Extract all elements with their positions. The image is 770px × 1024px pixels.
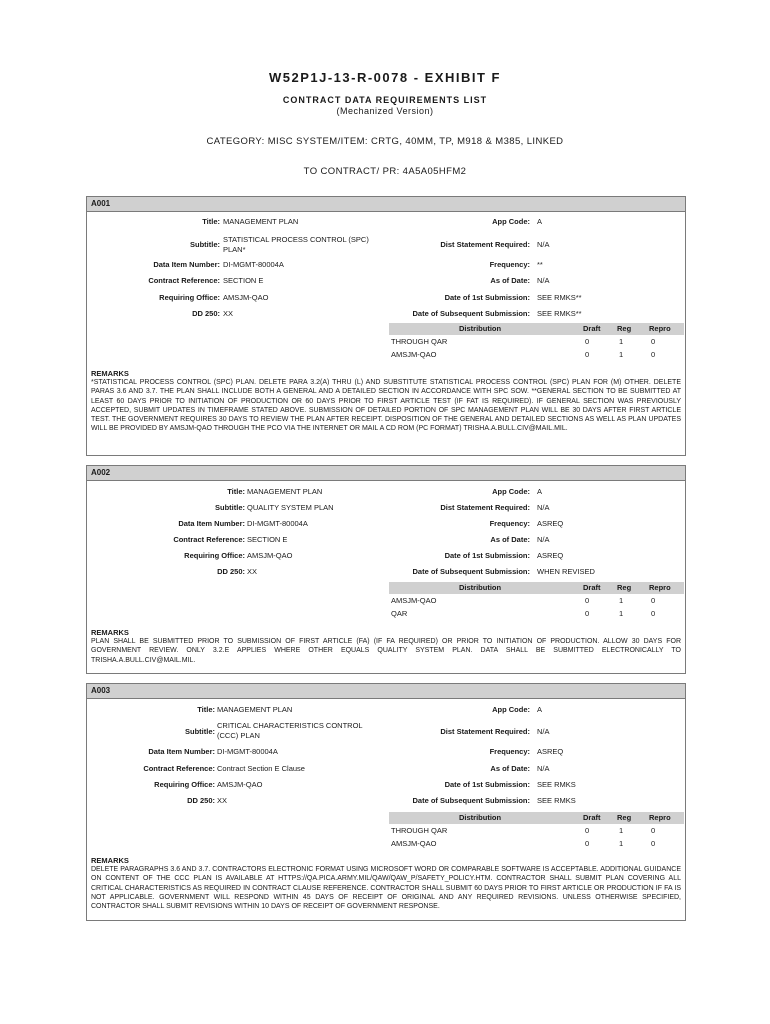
distribution-header	[389, 582, 684, 594]
remarks-heading: REMARKS	[91, 856, 129, 865]
as-of-date-label: As of Date:	[490, 535, 530, 544]
dist-statement-value: N/A	[537, 240, 550, 249]
repro-count: 0	[651, 609, 656, 618]
draft-heading: Draft	[583, 813, 601, 822]
dist-statement-label: Dist Statement Required:	[440, 727, 530, 736]
repro-heading: Repro	[649, 583, 671, 592]
repro-count: 0	[651, 350, 656, 359]
distribution-recipient: QAR	[391, 609, 408, 618]
subsequent-submission-value: WHEN REVISED	[537, 567, 595, 576]
item-id: A001	[87, 197, 685, 212]
dd250-label: DD 250:	[192, 309, 220, 318]
as-of-date-label: As of Date:	[490, 276, 530, 285]
mechanized-version-note: (Mechanized Version)	[336, 106, 434, 116]
data-item-number-value: DI-MGMT-80004A	[223, 260, 284, 269]
reg-count: 1	[619, 596, 624, 605]
distribution-header	[389, 323, 684, 335]
distribution-row	[389, 335, 684, 348]
app-code-value: A	[537, 217, 543, 226]
first-submission-label: Date of 1st Submission:	[444, 293, 530, 302]
subsequent-submission-label: Date of Subsequent Submission:	[412, 309, 530, 318]
item-id: A003	[87, 684, 685, 699]
contract-reference-value: SECTION E	[247, 535, 288, 544]
subsequent-submission-value: SEE RMKS**	[537, 309, 582, 318]
reg-heading: Reg	[617, 324, 632, 333]
contract-reference-label: Contract Reference:	[173, 535, 245, 544]
remarks-section	[91, 369, 681, 433]
repro-count: 0	[651, 596, 656, 605]
title-value: MANAGEMENT PLAN	[223, 217, 299, 226]
item-id: A002	[87, 466, 685, 481]
app-code-label: App Code:	[492, 705, 530, 714]
subtitle-value: CRITICAL CHARACTERISTICS CONTROL (CCC) PLAN	[217, 721, 363, 740]
distribution-row	[389, 594, 684, 607]
data-item-a002	[86, 465, 686, 674]
dist-statement-label: Dist Statement Required:	[440, 503, 530, 512]
repro-count: 0	[651, 826, 656, 835]
frequency-label: Frequency:	[489, 260, 530, 269]
draft-heading: Draft	[583, 324, 601, 333]
contract-reference-label: Contract Reference:	[143, 764, 215, 773]
reg-count: 1	[619, 337, 624, 346]
distribution-heading: Distribution	[459, 583, 502, 592]
distribution-recipient: AMSJM-QAO	[391, 839, 437, 848]
distribution-table	[389, 812, 684, 850]
requiring-office-value: AMSJM-QAO	[217, 780, 263, 789]
title-value: MANAGEMENT PLAN	[217, 705, 293, 714]
subsequent-submission-label: Date of Subsequent Submission:	[412, 796, 530, 805]
document-subtitle: CONTRACT DATA REQUIREMENTS LIST	[282, 95, 488, 105]
title-value: MANAGEMENT PLAN	[247, 487, 323, 496]
first-submission-value: ASREQ	[537, 551, 564, 560]
as-of-date-value: N/A	[537, 276, 550, 285]
category-line: CATEGORY: MISC SYSTEM/ITEM: CRTG, 40MM, TP, M918 & M385, LINKED	[206, 136, 564, 147]
app-code-label: App Code:	[492, 217, 530, 226]
distribution-recipient: THROUGH QAR	[391, 337, 448, 346]
contract-reference-value: Contract Section E Clause	[217, 764, 305, 773]
reg-count: 1	[619, 839, 624, 848]
repro-count: 0	[651, 337, 656, 346]
dd250-value: XX	[247, 567, 258, 576]
title-label: Title:	[197, 705, 215, 714]
frequency-label: Frequency:	[489, 747, 530, 756]
requiring-office-value: AMSJM-QAO	[247, 551, 293, 560]
title-label: Title:	[202, 217, 220, 226]
app-code-label: App Code:	[492, 487, 530, 496]
distribution-recipient: AMSJM-QAO	[391, 350, 437, 359]
data-item-a001	[86, 196, 686, 456]
subtitle-label: Subtitle:	[215, 503, 245, 512]
draft-count: 0	[585, 826, 590, 835]
first-submission-value: SEE RMKS**	[537, 293, 582, 302]
reg-count: 1	[619, 350, 624, 359]
data-item-number-label: Data Item Number:	[178, 519, 245, 528]
requiring-office-value: AMSJM-QAO	[223, 293, 269, 302]
distribution-recipient: THROUGH QAR	[391, 826, 448, 835]
distribution-recipient: AMSJM-QAO	[391, 596, 437, 605]
distribution-row	[389, 348, 684, 361]
reg-count: 1	[619, 826, 624, 835]
app-code-value: A	[537, 705, 543, 714]
remarks-section	[91, 628, 681, 665]
data-item-number-value: DI-MGMT-80004A	[247, 519, 308, 528]
draft-heading: Draft	[583, 583, 601, 592]
distribution-table	[389, 582, 684, 620]
dist-statement-label: Dist Statement Required:	[440, 240, 530, 249]
reg-heading: Reg	[617, 813, 632, 822]
distribution-row	[389, 824, 684, 837]
title-label: Title:	[227, 487, 245, 496]
dd250-value: XX	[217, 796, 228, 805]
draft-count: 0	[585, 609, 590, 618]
data-item-number-value: DI-MGMT-80004A	[217, 747, 278, 756]
frequency-value: ASREQ	[537, 519, 564, 528]
distribution-row	[389, 607, 684, 620]
contract-line: TO CONTRACT/ PR: 4A5A05HFM2	[303, 166, 467, 177]
first-submission-value: SEE RMKS	[537, 780, 576, 789]
draft-count: 0	[585, 839, 590, 848]
data-item-number-label: Data Item Number:	[148, 747, 215, 756]
first-submission-label: Date of 1st Submission:	[444, 780, 530, 789]
requiring-office-label: Requiring Office:	[159, 293, 220, 302]
distribution-header	[389, 812, 684, 824]
contract-reference-value: SECTION E	[223, 276, 264, 285]
as-of-date-value: N/A	[537, 535, 550, 544]
subtitle-value: QUALITY SYSTEM PLAN	[247, 503, 334, 512]
remarks-heading: REMARKS	[91, 628, 129, 637]
repro-count: 0	[651, 839, 656, 848]
remarks-text: *STATISTICAL PROCESS CONTROL (SPC) PLAN. DELETE PARA 3.2(A) THRU (L) AND SUBSTITUTE STATISTICAL PROCESS CONTROL (SPC) PLAN FOR (M) OTHER. DELETE PARAS 3.6 AND 3.7. THE PLAN SHALL INCLUDE BOTH A GENERAL AND A DETAILED SECTION IN ACCORDANCE WITH SPC SOW. **GENERAL SECTION TO BE SUBMITTED AT LEAST 60 DAYS PRIOR TO INITIATION OF PRODUCTION OR 60 DAYS PRIOR TO FIRST ARTICLE TEST (IF FAT IS REQUIRED). IF GENERAL SECTION WAS PREVIOUSLY ACCEPTED, SUBMIT UPDATES IN TIMEFRAME STATED ABOVE. SUBMISSION OF DETAILED PORTION OF SPC MANAGEMENT PLAN WILL BE 30 DAYS AFTER FIRST ARTICLE TEST. THE GOVERNMENT REQUIRES 30 DAYS TO REVIEW THE PLAN AFTER RECEIPT. DISPOSITION OF THE GENERAL AND DETAILED SECTIONS AS WELL AS PLAN UPDATES WILL BE PROVIDED BY AMSJM-QAO THROUGH THE PCO VIA THE INTERNET OR MAIL A CD ROM (PC FORMAT) TRISHA.A.BULL.CIV@MAIL.MIL.	[91, 379, 681, 433]
subtitle-label: Subtitle:	[185, 727, 215, 736]
dist-statement-value: N/A	[537, 727, 550, 736]
reg-count: 1	[619, 609, 624, 618]
frequency-value: ASREQ	[537, 747, 564, 756]
repro-heading: Repro	[649, 324, 671, 333]
distribution-heading: Distribution	[459, 324, 502, 333]
remarks-section	[91, 856, 681, 911]
dd250-label: DD 250:	[187, 796, 215, 805]
draft-count: 0	[585, 350, 590, 359]
remarks-text: DELETE PARAGRAPHS 3.6 AND 3.7. CONTRACTORS ELECTRONIC FORMAT USING MICROSOFT WORD OR COMPARABLE SOFTWARE IS ACCEPTABLE. ADDITIONAL GUIDANCE ON CONTENT OF THE CCC PLAN IS AVAILABLE AT HTTPS://QA.PICA.ARMY.MIL/QAW/QAW_P/SAFETY_POLICY.HTM. CONTRACTOR SHALL SUBMIT PLAN COVERING ALL CRITICAL CHARACTERISTICS AS REQUIRED IN CONTRACT CLAUSE REFERENCE. CONTRACTOR SHALL SUBMIT 60 DAYS PRIOR TO FIRST ARTICLE OR PRODUCTION IF FA IS NOT APPLICABLE. GOVERNMENT WILL RESPOND WITHIN 45 DAYS OF RECEIPT OF ORIGINAL AND ANY REQUIRED REVISIONS. UNLESS OTHERWISE SPECIFIED, CONTRACTOR SHALL SUBMIT REVISIONS WITHIN 10 DAYS OF RECEIPT OF GOVERNMENT RESPONSE.	[91, 866, 681, 911]
contract-reference-label: Contract Reference:	[148, 276, 220, 285]
reg-heading: Reg	[617, 583, 632, 592]
remarks-heading: REMARKS	[91, 369, 129, 378]
app-code-value: A	[537, 487, 543, 496]
distribution-table	[389, 323, 684, 361]
draft-count: 0	[585, 596, 590, 605]
subtitle-value: STATISTICAL PROCESS CONTROL (SPC) PLAN*	[223, 235, 369, 254]
data-item-number-label: Data Item Number:	[153, 260, 220, 269]
frequency-value: **	[537, 260, 543, 269]
subsequent-submission-value: SEE RMKS	[537, 796, 576, 805]
first-submission-label: Date of 1st Submission:	[444, 551, 530, 560]
dd250-value: XX	[223, 309, 234, 318]
requiring-office-label: Requiring Office:	[154, 780, 215, 789]
distribution-heading: Distribution	[459, 813, 502, 822]
dist-statement-value: N/A	[537, 503, 550, 512]
requiring-office-label: Requiring Office:	[184, 551, 245, 560]
distribution-row	[389, 837, 684, 850]
repro-heading: Repro	[649, 813, 671, 822]
dd250-label: DD 250:	[217, 567, 245, 576]
draft-count: 0	[585, 337, 590, 346]
frequency-label: Frequency:	[489, 519, 530, 528]
subtitle-label: Subtitle:	[190, 240, 220, 249]
subsequent-submission-label: Date of Subsequent Submission:	[412, 567, 530, 576]
as-of-date-value: N/A	[537, 764, 550, 773]
as-of-date-label: As of Date:	[490, 764, 530, 773]
document-title: W52P1J-13-R-0078 - EXHIBIT F	[268, 70, 501, 85]
remarks-text: PLAN SHALL BE SUBMITTED PRIOR TO SUBMISSION OF FIRST ARTICLE (FA) (IF FA REQUIRED) OR PRIOR TO INITIATION OF PRODUCTION. ALLOW 30 DAYS FOR GOVERNMENT REVIEW. ONLY 3.2.E APPLIES WHERE OTHER EQUALS QUALITY SYSTEM PLAN. DATA SHALL BE SUBMITTED ELECTRONICALLY TO TRISHA.A.BULL.CIV@MAIL.MIL.	[91, 638, 681, 664]
data-item-a003	[86, 683, 686, 921]
